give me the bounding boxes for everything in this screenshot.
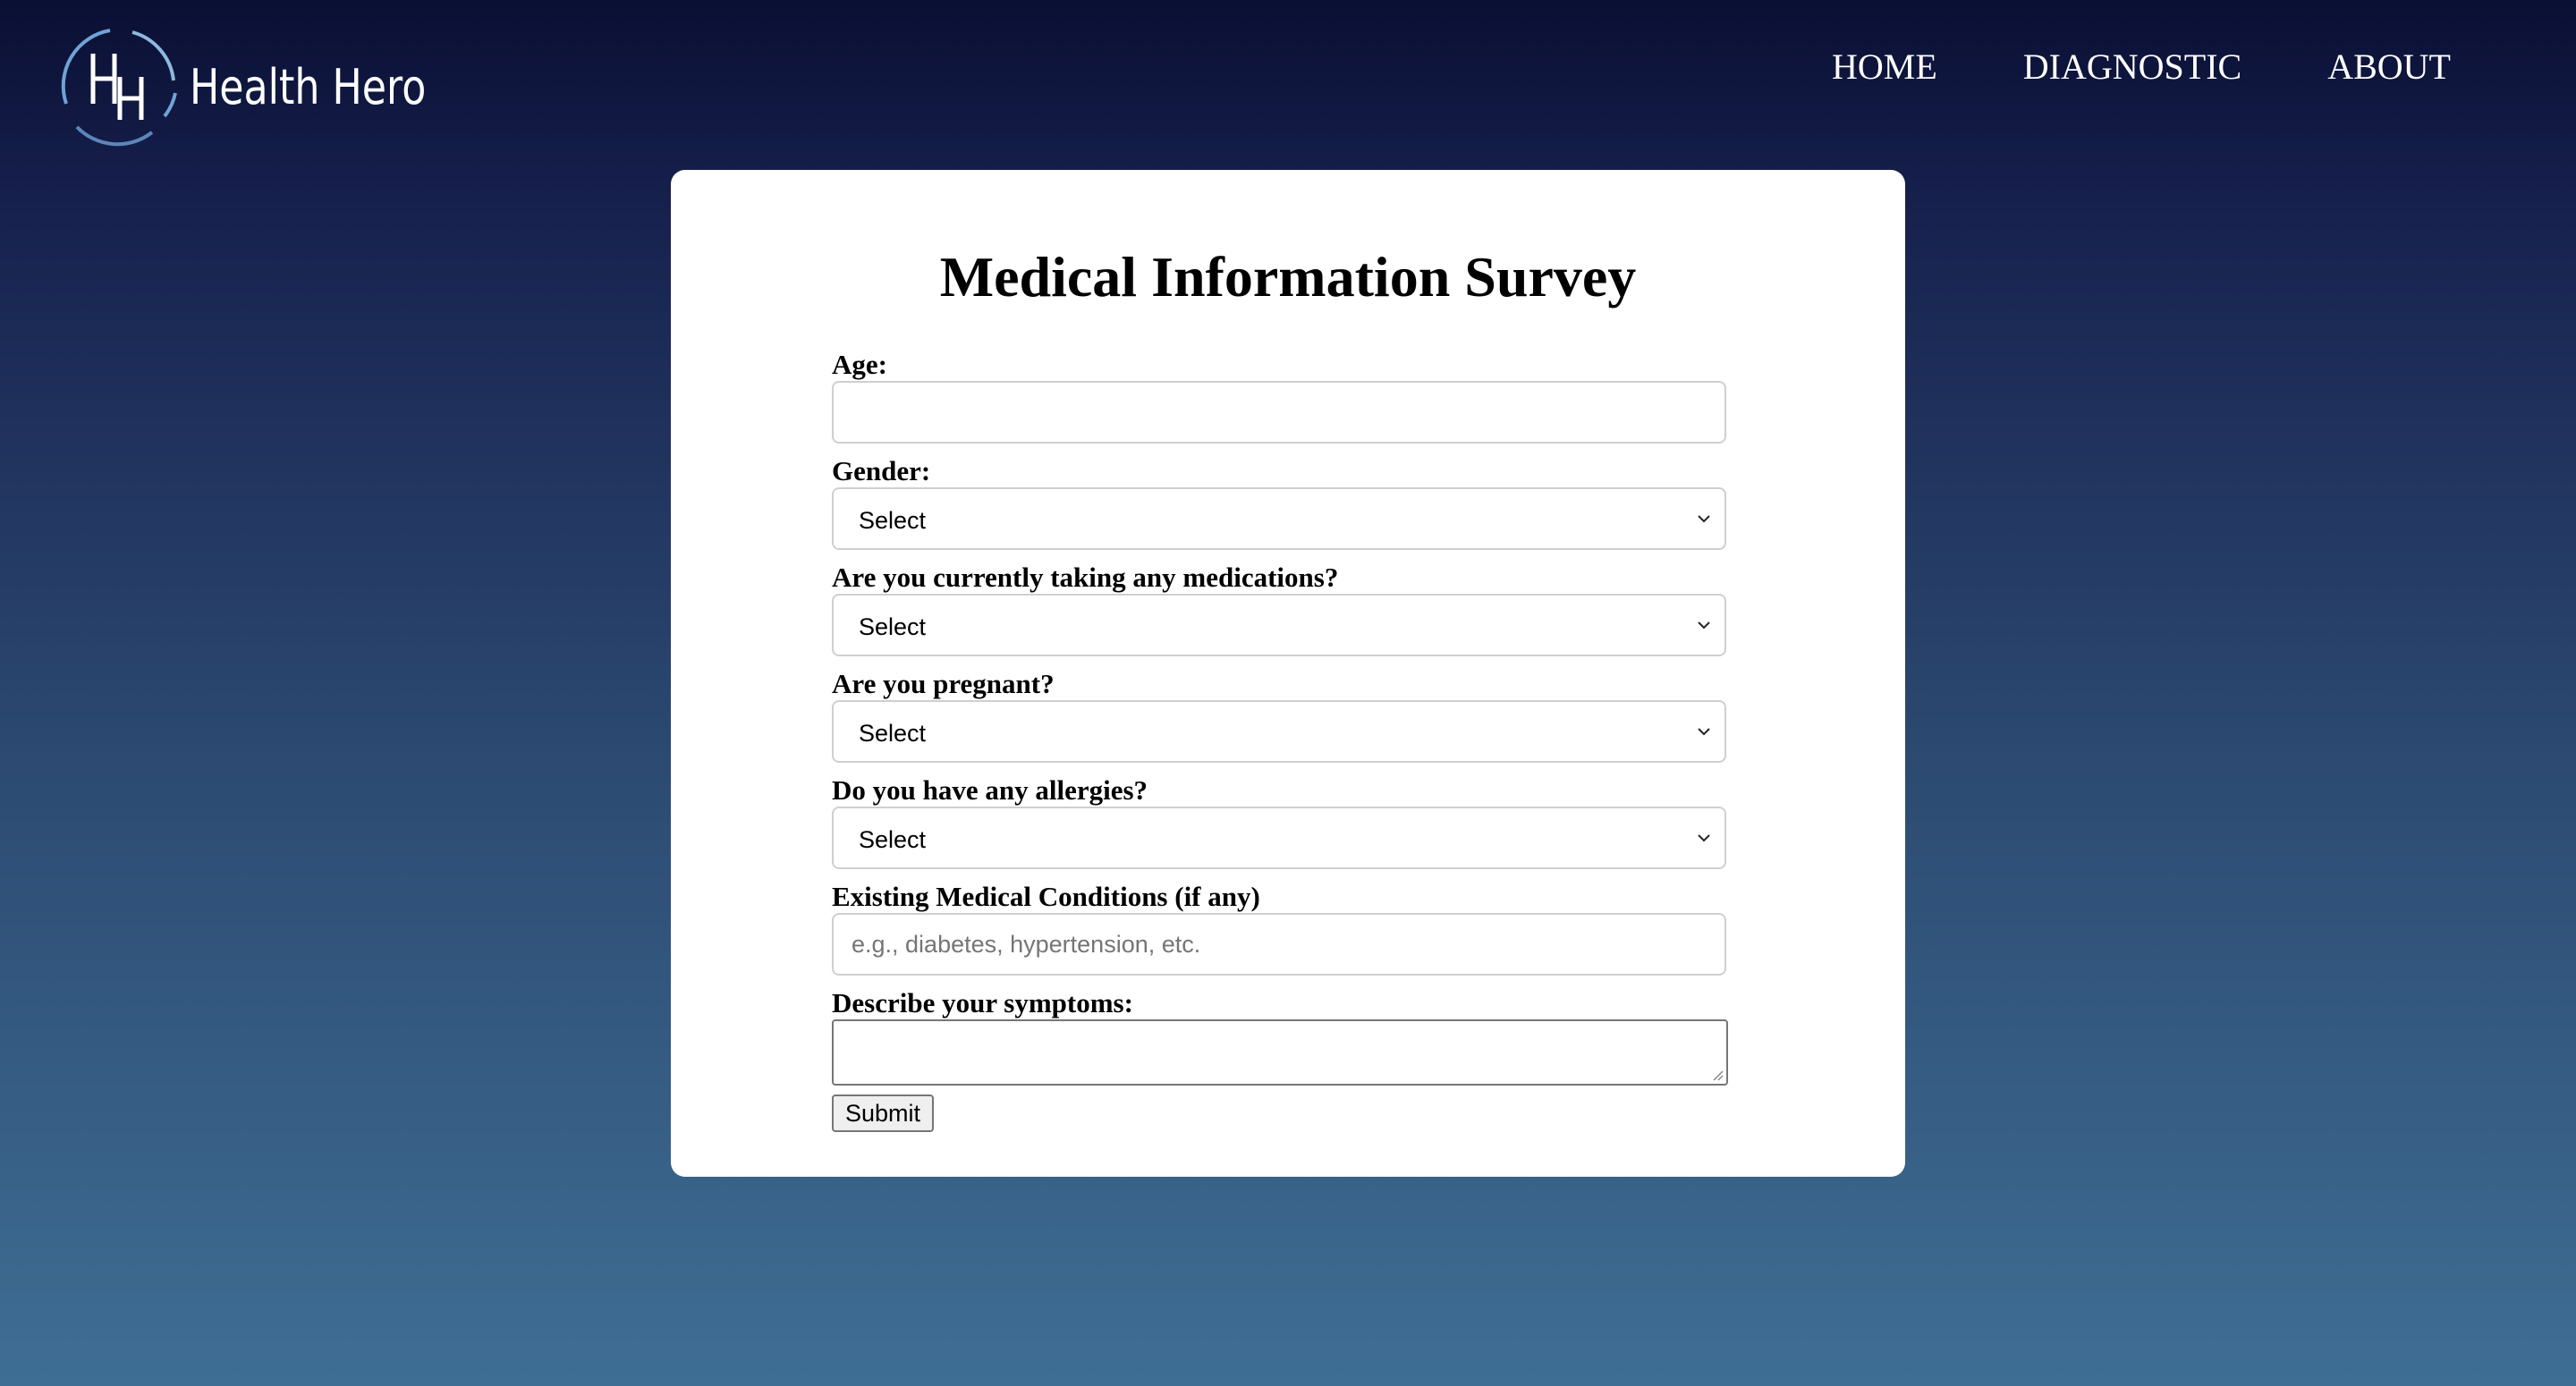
chevron-down-icon [1696, 830, 1712, 846]
nav-home-link[interactable]: HOME [1832, 46, 1937, 87]
chevron-down-icon [1696, 617, 1712, 633]
medical-survey-form [832, 349, 1730, 1132]
allergies-label: Do you have any allergies? [832, 774, 1148, 806]
resize-grip-icon[interactable] [1711, 1069, 1724, 1081]
hh-monogram-logo-icon [59, 27, 179, 147]
nav-about-link[interactable]: ABOUT [2327, 46, 2451, 87]
age-label: Age: [832, 349, 887, 380]
nav-diagnostic-link[interactable]: DIAGNOSTIC [2022, 46, 2242, 87]
chevron-down-icon [1696, 723, 1712, 739]
pregnant-selected-value: Select [859, 720, 927, 747]
medications-selected-value: Select [859, 613, 927, 640]
brand-name: Health Hero [190, 58, 427, 115]
conditions-input[interactable] [832, 913, 1726, 976]
submit-button[interactable]: Submit [832, 1094, 934, 1132]
age-input[interactable] [832, 381, 1726, 444]
medications-select[interactable] [832, 594, 1726, 656]
symptoms-label: Describe your symptoms: [832, 987, 1133, 1018]
pregnant-label: Are you pregnant? [832, 668, 1055, 699]
page-title: Medical Information Survey [939, 245, 1637, 308]
gender-select[interactable] [832, 487, 1726, 550]
allergies-selected-value: Select [859, 826, 927, 853]
survey-card [671, 170, 1905, 1177]
medications-label: Are you currently taking any medications? [832, 562, 1339, 593]
allergies-select[interactable] [832, 807, 1726, 869]
gender-label: Gender: [832, 455, 931, 486]
conditions-label: Existing Medical Conditions (if any) [832, 881, 1260, 912]
conditions-placeholder: e.g., diabetes, hypertension, etc. [852, 931, 1201, 958]
chevron-down-icon [1696, 511, 1712, 527]
pregnant-select[interactable] [832, 700, 1726, 763]
brand-logo[interactable] [59, 27, 478, 147]
symptoms-textarea[interactable] [832, 1019, 1728, 1086]
main-nav [1832, 45, 2451, 89]
gender-selected-value: Select [859, 507, 927, 534]
